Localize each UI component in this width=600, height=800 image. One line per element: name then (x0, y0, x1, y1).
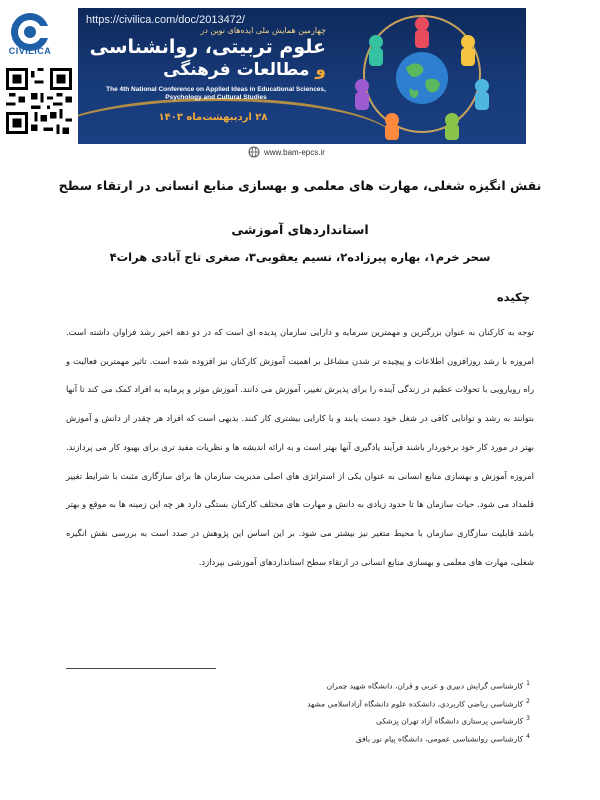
footnote-item (90, 729, 530, 747)
footnotes (90, 676, 530, 746)
banner-subtitle: چهارمین همایش ملی ایده‌های نوین در (200, 26, 326, 35)
banner-date: ۲۸ اردیبهشت‌ماه ۱۴۰۳ (158, 112, 268, 123)
footnote-item (90, 711, 530, 729)
footnote-number: 2 (526, 697, 530, 705)
banner-background (78, 8, 526, 144)
footnote-number: 3 (526, 715, 530, 722)
qr-code-icon (6, 68, 72, 134)
abstract-heading: چکیده (496, 290, 530, 304)
footnote-text: کارشناسی ریاضی کاربردی، دانشکده علوم دانشگاه آزاداسلامی مشهد (307, 699, 524, 708)
abstract-body: توجه به کارکنان به عنوان بزرگترین و مهمترین سرمایه و دارایی سازمان پدیده ای است که در دو دهه اخیر رشد فراوان داشته است. امروزه با رشد روزافزون اطلاعات و پیچیده تر شدن مشاغل بر اهمیت آموزش کارکنان نیز افزوده شده است. تاثیر مهمترین فعالیت و راه رویارویی با تحولات عظیم در زندگی آینده را برای پذیرش تغییر، آموزش می دانند. آموزش موثر و پرمایه به افراد کمک می کند تا آنها بتوانند به رشد و توانایی کافی در شغل خود دست یابند و با کارایی بیشتری کار کنند. بدیهی است که افراد هر چقدر از دانش و آموزش بهتر در مورد کار خود برخوردار باشند فرآیند یادگیری آنها بهتر است و به ارائه اندیشه ها و نظریات مفید تری برای بهبود کار می پردازند. امروزه آموزش و بهسازی منابع انسانی به عنوان یکی از استراتژی های اصلی مدیریت سازمان ها برای سازگاری مثبت با شرایط تغییر قلمداد می شود. حیات سازمان ها تا حدود زیادی به دانش و مهارت های مختلف کارکنان بستگی دارد هر چه این زمینه ها به موقع و بهتر باشد قابلیت سازگاری سازمان با محیط متغیر نیز بیشتر می شود. بر این اساس این پژوهش در صدد است به بررسی نقش انگیزه شغلی، مهارت های معلمی و بهسازی منابع انسانی در ارتقاء سطح استانداردهای آموزشی بپردازد. (66, 327, 534, 567)
footnote-text: کارشناسی گرایش دبیری و عربی و قران، دانشگاه شهید چمران (326, 681, 524, 691)
conference-banner (78, 8, 526, 160)
footnote-item (90, 694, 530, 712)
banner-title-line1: علوم تربیتی، روانشناسی (89, 36, 326, 58)
paper-authors: سحر خرم۱، بهاره پیرزاده۲، نسیم یعقوبی۳، صغری تاج آبادی هرات۴ (109, 250, 491, 264)
footnote-text: کارشناسی روانشناسی عمومی، دانشگاه پیام نور بافق (355, 734, 524, 743)
civilica-logo-icon (4, 6, 56, 66)
banner-title-conj: و (315, 60, 326, 80)
banner-title-line2 (163, 60, 326, 80)
footnote-item (90, 676, 530, 694)
footnote-text: کارشناسی پرستاری دانشگاه آزاد تهران پزشکی (375, 716, 524, 726)
civilica-logo-label: CIVILICA (8, 46, 52, 56)
footnote-number: 1 (526, 680, 530, 687)
globe (396, 52, 448, 104)
globe-people-illustration-icon (322, 8, 522, 144)
banner-title-line2-text: مطالعات فرهنگی (163, 60, 316, 80)
footnote-divider (66, 668, 216, 669)
paper-title: نقش انگیزه شغلی، مهارت های معلمی و بهسازی منابع انسانی در ارتقاء سطح استانداردهای آموزشی (58, 178, 542, 237)
website-globe-icon (248, 146, 260, 158)
conference-website[interactable]: www.bam-epcs.ir (264, 148, 325, 157)
banner-english-title: The 4th National Conference on Applied Ideas in Educational Sciences, Psychology and Cultural Studies (106, 86, 326, 101)
document-url[interactable]: https://civilica.com/doc/2013472/ (86, 14, 245, 26)
footnote-number: 4 (526, 732, 530, 740)
